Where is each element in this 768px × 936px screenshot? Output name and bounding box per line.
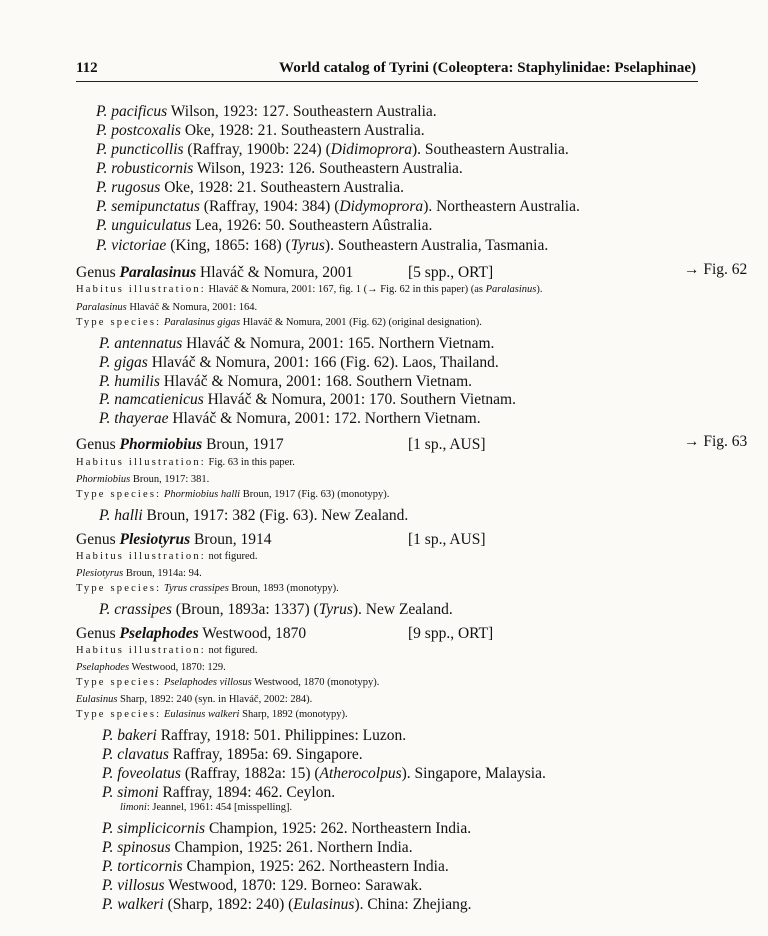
genus-name: Paralasinus bbox=[119, 264, 197, 281]
species-entry bbox=[102, 728, 406, 744]
text-fragment: Wilson, 1923: 127. Southeastern Australia. bbox=[167, 103, 437, 120]
text-fragment: ). Northeastern Australia. bbox=[423, 198, 580, 215]
habitus-line bbox=[76, 458, 295, 469]
species-name: P. antennatus bbox=[99, 335, 183, 352]
text-fragment: not figured. bbox=[205, 551, 258, 562]
text-fragment: Hlaváč & Nomura, 2001: 165. Northern Vietnam. bbox=[182, 335, 495, 352]
text-fragment: Hlaváč & Nomura, 2001 bbox=[196, 264, 354, 281]
species-entry bbox=[102, 785, 335, 801]
species-entry bbox=[99, 336, 494, 352]
text-fragment: Pselaphodes bbox=[76, 662, 130, 673]
species-name: P. villosus bbox=[102, 877, 165, 894]
genus-citation bbox=[76, 569, 202, 580]
text-fragment: (Raffray, 1904: 384) ( bbox=[199, 198, 340, 215]
species-name: P. spinosus bbox=[102, 839, 171, 856]
text-fragment: : Jeannel, 1961: 454 [misspelling]. bbox=[146, 802, 293, 813]
species-entry bbox=[99, 355, 499, 371]
species-name: P. robusticornis bbox=[96, 160, 194, 177]
text-fragment: ). Southeastern Australia. bbox=[412, 141, 569, 158]
text-fragment: Type species: bbox=[76, 583, 162, 594]
species-name: P. halli bbox=[99, 507, 143, 524]
species-name: P. semipunctatus bbox=[96, 198, 200, 215]
text-fragment: Paralasinus gigas bbox=[163, 317, 241, 328]
type-species-line bbox=[76, 710, 348, 721]
text-fragment: (Broun, 1893a: 1337) ( bbox=[171, 601, 319, 618]
species-name: P. simoni bbox=[102, 784, 159, 801]
text-fragment: Broun, 1917: 381. bbox=[130, 474, 210, 485]
figure-reference: → Fig. 63 bbox=[684, 433, 748, 450]
text-fragment: ). bbox=[536, 284, 543, 295]
text-fragment: Didymoprora bbox=[339, 198, 424, 215]
text-fragment: Sharp, 1892 (monotypy). bbox=[239, 709, 348, 720]
text-fragment: Phormiobius bbox=[76, 474, 131, 485]
genus-heading bbox=[76, 437, 284, 453]
species-name: P. pacificus bbox=[96, 103, 168, 120]
habitus-line bbox=[76, 646, 258, 657]
species-name: P. gigas bbox=[99, 354, 148, 371]
genus-name: Pselaphodes bbox=[119, 625, 199, 642]
text-fragment: Tyrus bbox=[318, 601, 353, 618]
text-fragment: Paralasinus bbox=[76, 302, 127, 313]
header-rule bbox=[76, 81, 698, 82]
species-name: P. bakeri bbox=[102, 727, 157, 744]
species-name: P. crassipes bbox=[99, 601, 172, 618]
text-fragment: Broun, 1917: 382 (Fig. 63). New Zealand. bbox=[142, 507, 409, 524]
text-fragment: Raffray, 1894: 462. Ceylon. bbox=[158, 784, 336, 801]
text-fragment: Broun, 1893 (monotypy). bbox=[228, 583, 339, 594]
text-fragment: Hlaváč & Nomura, 2001: 170. Southern Vietnam. bbox=[203, 391, 516, 408]
genus-name: Phormiobius bbox=[119, 436, 203, 453]
text-fragment: Atherocolpus bbox=[319, 765, 402, 782]
species-entry bbox=[102, 878, 422, 894]
species-name: P. unguiculatus bbox=[96, 217, 192, 234]
species-name: P. victoriae bbox=[96, 237, 167, 254]
text-fragment: Habitus illustration: bbox=[76, 551, 206, 562]
species-entry bbox=[96, 161, 463, 177]
genus-species-count: [9 spp., ORT] bbox=[408, 625, 494, 642]
text-fragment: Fig. 63 in this paper. bbox=[205, 457, 295, 468]
type-species-line bbox=[76, 318, 482, 329]
text-fragment: ). Southeastern Australia, Tasmania. bbox=[324, 237, 549, 254]
species-name: P. walkeri bbox=[102, 896, 164, 913]
text-fragment: (Raffray, 1900b: 224) ( bbox=[183, 141, 331, 158]
species-name: P. postcoxalis bbox=[96, 122, 181, 139]
text-fragment: Champion, 1925: 261. Northern India. bbox=[170, 839, 413, 856]
text-fragment: Hlaváč & Nomura, 2001: 172. Northern Vietnam. bbox=[168, 410, 481, 427]
text-fragment: Hlaváč & Nomura, 2001: 167, fig. 1 (→ Fig. 62 in this paper) (as bbox=[205, 284, 486, 295]
species-name: P. thayerae bbox=[99, 410, 169, 427]
species-entry bbox=[96, 238, 548, 254]
species-entry bbox=[99, 374, 472, 390]
text-fragment: (Sharp, 1892: 240) ( bbox=[163, 896, 294, 913]
species-entry bbox=[96, 142, 569, 158]
species-entry bbox=[99, 602, 453, 618]
species-entry bbox=[102, 859, 449, 875]
text-fragment: Type species: bbox=[76, 317, 162, 328]
page-header bbox=[76, 58, 696, 80]
text-fragment: limoni bbox=[120, 802, 147, 813]
species-entry bbox=[96, 104, 437, 120]
type-species-line bbox=[76, 490, 389, 501]
text-fragment: Type species: bbox=[76, 489, 162, 500]
text-fragment: Habitus illustration: bbox=[76, 457, 206, 468]
species-entry bbox=[96, 218, 432, 234]
type-species-line bbox=[76, 678, 379, 689]
text-fragment: Paralasinus bbox=[485, 284, 537, 295]
text-fragment: Habitus illustration: bbox=[76, 645, 206, 656]
text-fragment: Raffray, 1918: 501. Philippines: Luzon. bbox=[156, 727, 407, 744]
text-fragment: Lea, 1926: 50. Southeastern Aûstralia. bbox=[191, 217, 433, 234]
text-fragment: Eulasinus walkeri bbox=[163, 709, 240, 720]
text-fragment: Hlaváč & Nomura, 2001 (Fig. 62) (original designation). bbox=[240, 317, 482, 328]
text-fragment: Westwood, 1870 (monotypy). bbox=[251, 677, 380, 688]
species-entry bbox=[96, 180, 404, 196]
genus-citation bbox=[76, 663, 226, 674]
text-fragment: Plesiotyrus bbox=[76, 568, 124, 579]
species-name: P. puncticollis bbox=[96, 141, 184, 158]
running-title: World catalog of Tyrini (Coleoptera: Staphylinidae: Pselaphinae) bbox=[279, 60, 696, 76]
text-fragment: Champion, 1925: 262. Northeastern India. bbox=[182, 858, 449, 875]
figure-reference: → Fig. 62 bbox=[684, 261, 748, 278]
genus-citation bbox=[76, 475, 209, 486]
text-fragment: Type species: bbox=[76, 677, 162, 688]
text-fragment: Oke, 1928: 21. Southeastern Australia. bbox=[180, 122, 425, 139]
genus-species-count: [1 sp., AUS] bbox=[408, 436, 486, 453]
species-name: P. humilis bbox=[99, 373, 160, 390]
text-fragment: Genus bbox=[76, 531, 120, 548]
species-entry bbox=[99, 411, 481, 427]
text-fragment: ). Singapore, Malaysia. bbox=[401, 765, 546, 782]
text-fragment: Westwood, 1870 bbox=[198, 625, 307, 642]
text-fragment: Westwood, 1870: 129. Borneo: Sarawak. bbox=[164, 877, 423, 894]
species-name: P. torticornis bbox=[102, 858, 183, 875]
species-entry bbox=[102, 840, 413, 856]
species-name: P. simplicicornis bbox=[102, 820, 206, 837]
text-fragment: Genus bbox=[76, 264, 120, 281]
text-fragment: Didimoprora bbox=[330, 141, 413, 158]
species-entry bbox=[99, 392, 516, 408]
text-fragment: (Raffray, 1882a: 15) ( bbox=[180, 765, 320, 782]
text-fragment: Hlaváč & Nomura, 2001: 164. bbox=[126, 302, 258, 313]
genus-species-count: [5 spp., ORT] bbox=[408, 264, 494, 281]
text-fragment: Broun, 1914a: 94. bbox=[123, 568, 202, 579]
genus-name: Plesiotyrus bbox=[119, 531, 191, 548]
text-fragment: Genus bbox=[76, 625, 120, 642]
text-fragment: (King, 1865: 168) ( bbox=[166, 237, 291, 254]
text-fragment: Pselaphodes villosus bbox=[163, 677, 252, 688]
text-fragment: Champion, 1925: 262. Northeastern India. bbox=[205, 820, 472, 837]
species-name: P. rugosus bbox=[96, 179, 161, 196]
text-fragment: Eulasinus bbox=[76, 694, 118, 705]
genus-species-count: [1 sp., AUS] bbox=[408, 531, 486, 548]
misspelling-note bbox=[120, 803, 292, 814]
species-entry bbox=[102, 766, 546, 782]
text-fragment: Type species: bbox=[76, 709, 162, 720]
species-entry bbox=[99, 508, 408, 524]
habitus-line bbox=[76, 552, 258, 563]
genus-heading bbox=[76, 626, 306, 642]
text-fragment: Phormiobius halli bbox=[163, 489, 241, 500]
text-fragment: Sharp, 1892: 240 (syn. in Hlaváč, 2002: 284). bbox=[117, 694, 313, 705]
page-number: 112 bbox=[76, 60, 98, 76]
text-fragment: Hlaváč & Nomura, 2001: 168. Southern Vietnam. bbox=[159, 373, 473, 390]
genus-citation bbox=[76, 303, 257, 314]
text-fragment: Tyrus crassipes bbox=[163, 583, 229, 594]
text-fragment: Raffray, 1895a: 69. Singapore. bbox=[168, 746, 363, 763]
text-fragment: Broun, 1914 bbox=[190, 531, 272, 548]
species-name: P. clavatus bbox=[102, 746, 169, 763]
text-fragment: Broun, 1917 bbox=[202, 436, 284, 453]
species-name: P. foveolatus bbox=[102, 765, 181, 782]
species-entry bbox=[102, 821, 471, 837]
text-fragment: Habitus illustration: bbox=[76, 284, 206, 295]
habitus-line bbox=[76, 285, 542, 296]
synonym-citation bbox=[76, 695, 312, 706]
text-fragment: Broun, 1917 (Fig. 63) (monotypy). bbox=[240, 489, 390, 500]
text-fragment: Hlaváč & Nomura, 2001: 166 (Fig. 62). Laos, Thailand. bbox=[147, 354, 499, 371]
text-fragment: Eulasinus bbox=[293, 896, 355, 913]
text-fragment: ). New Zealand. bbox=[352, 601, 453, 618]
genus-heading bbox=[76, 265, 353, 281]
species-entry bbox=[96, 199, 580, 215]
text-fragment: ). China: Zhejiang. bbox=[354, 896, 472, 913]
text-fragment: Westwood, 1870: 129. bbox=[129, 662, 226, 673]
text-fragment: Oke, 1928: 21. Southeastern Australia. bbox=[160, 179, 404, 196]
type-species-line bbox=[76, 584, 339, 595]
text-fragment: Wilson, 1923: 126. Southeastern Australia. bbox=[193, 160, 463, 177]
text-fragment: Tyrus bbox=[290, 237, 325, 254]
text-fragment: not figured. bbox=[205, 645, 258, 656]
species-entry bbox=[96, 123, 425, 139]
text-fragment: Genus bbox=[76, 436, 120, 453]
species-name: P. namcatienicus bbox=[99, 391, 204, 408]
species-entry bbox=[102, 747, 363, 763]
genus-heading bbox=[76, 532, 271, 548]
species-entry bbox=[102, 897, 472, 913]
